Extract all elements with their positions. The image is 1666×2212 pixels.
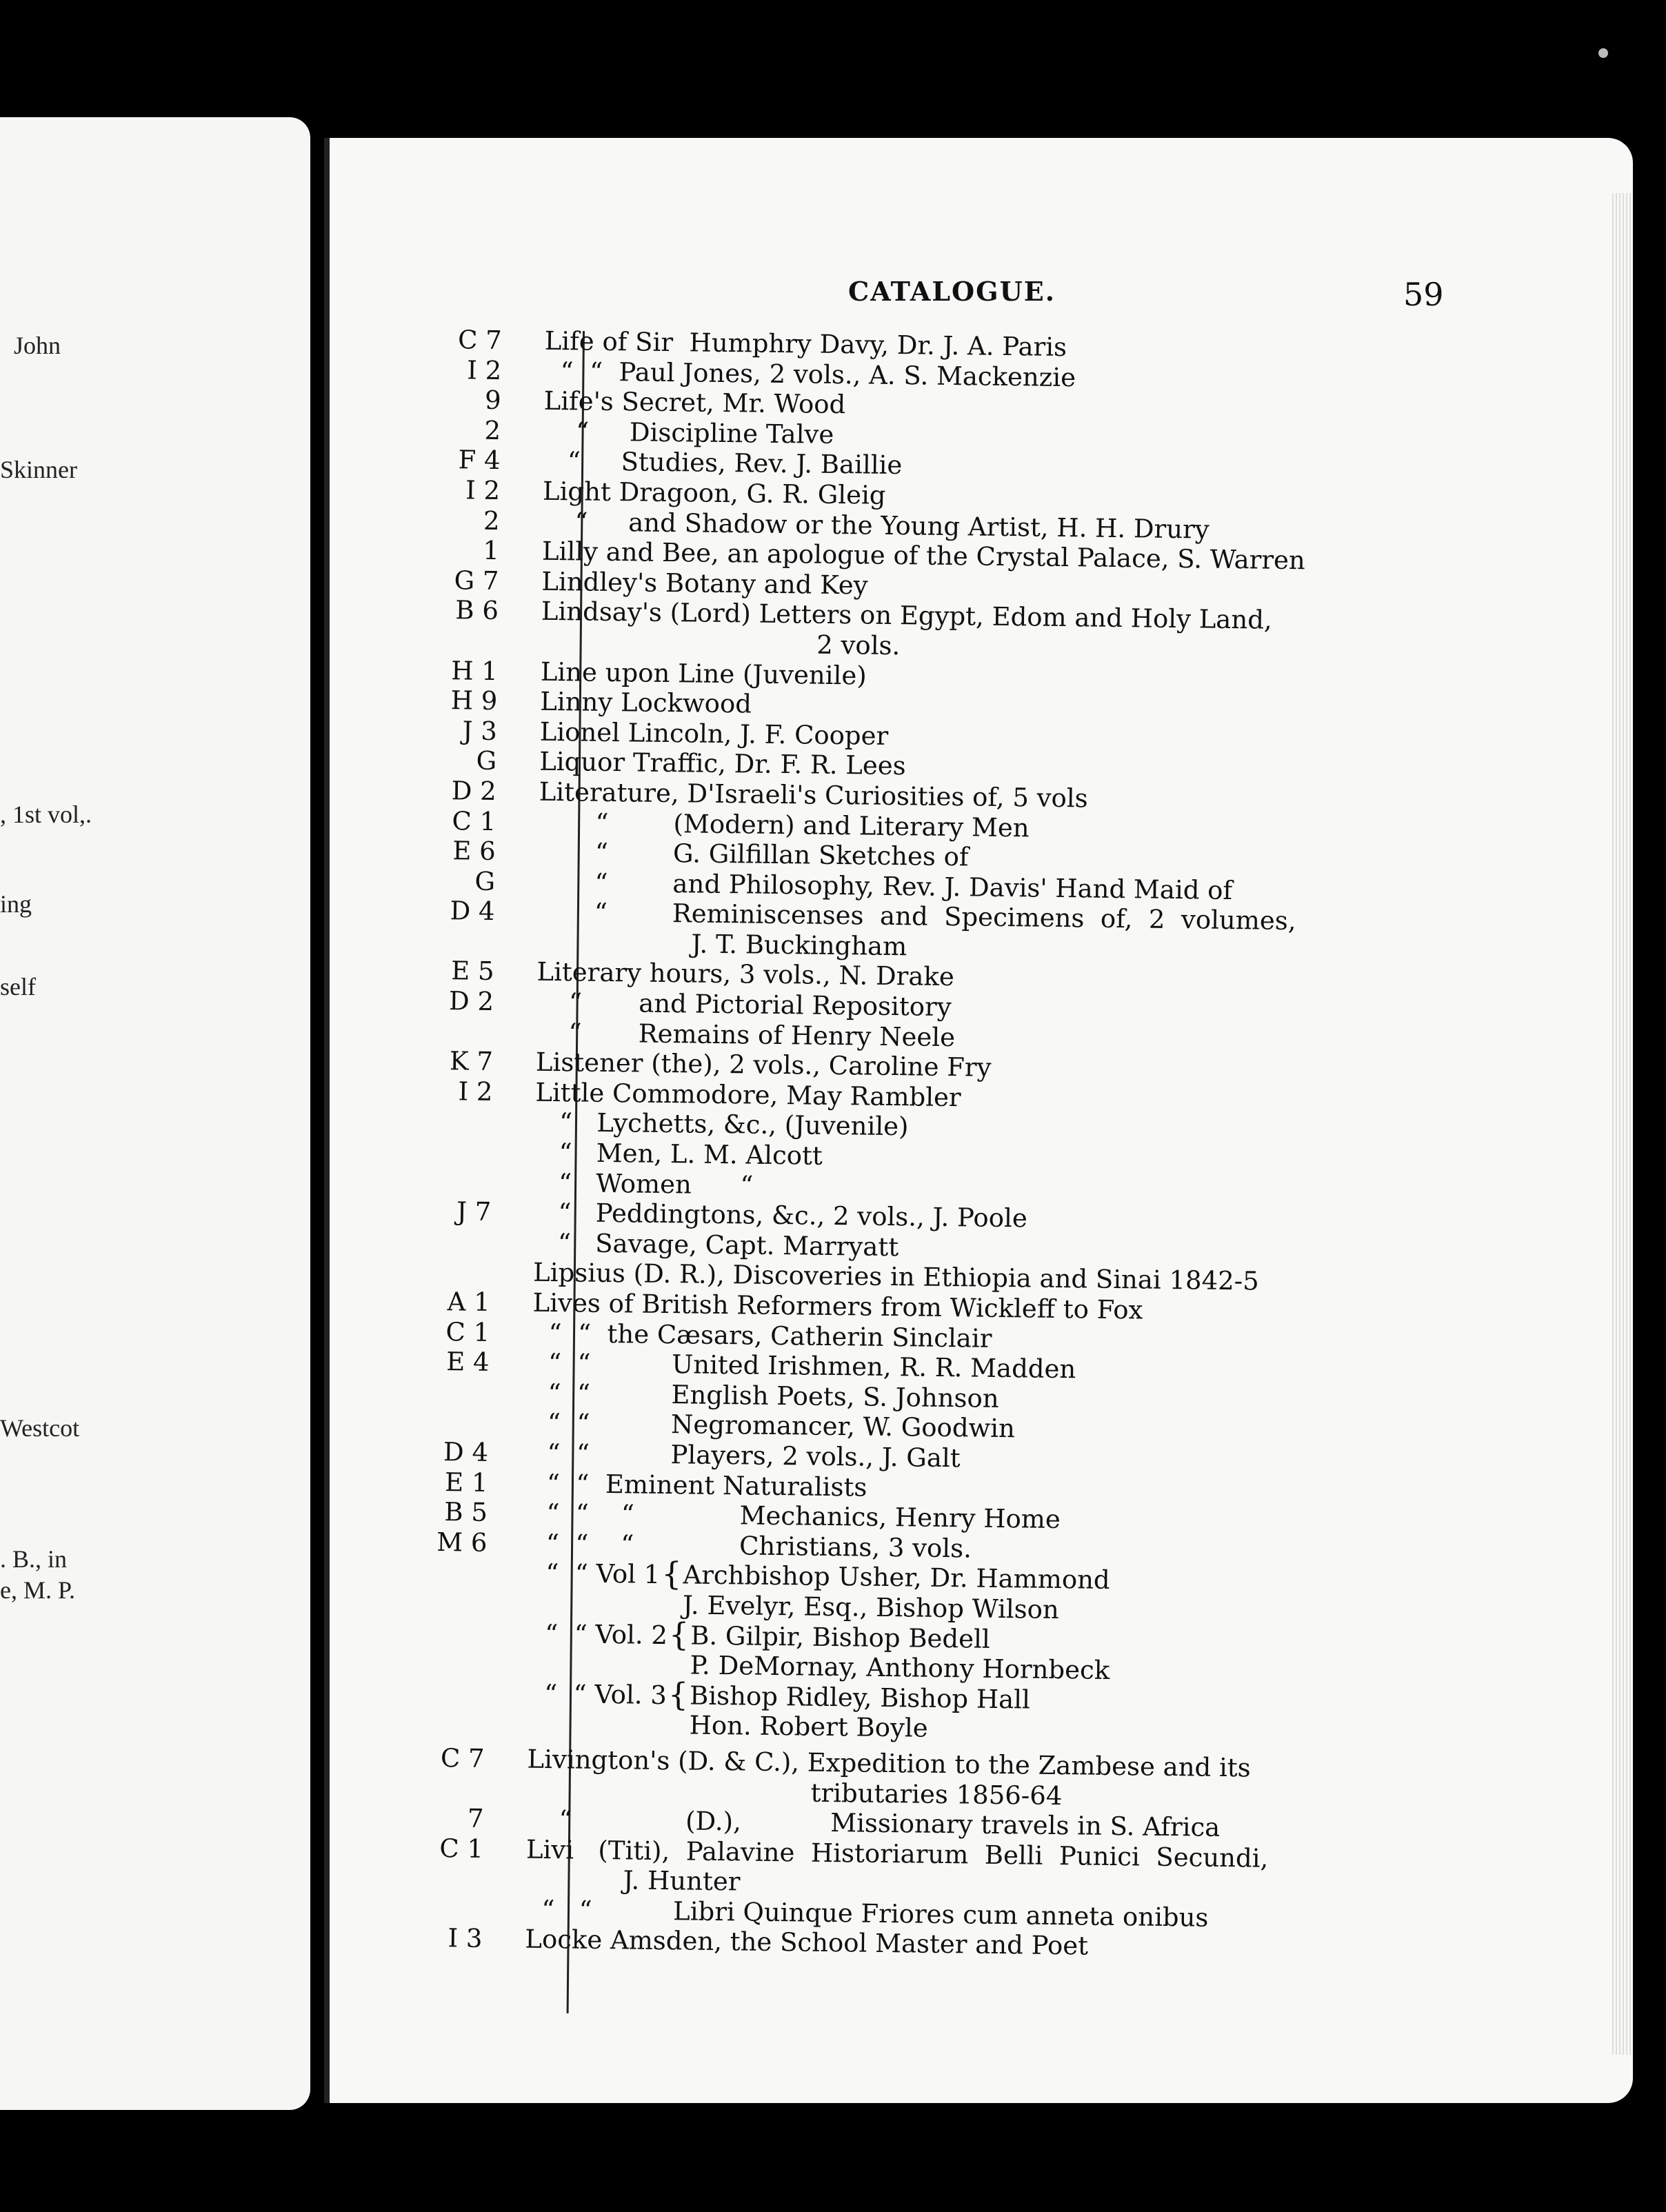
entry-text: “ “ Paul Jones, 2 vols., A. S. Mackenzie xyxy=(543,356,1076,392)
shelf-mark: D 4 xyxy=(450,896,495,927)
volume-line: P. DeMornay, Anthony Hornbeck xyxy=(690,1650,1110,1686)
shelf-mark: K 7 xyxy=(449,1046,494,1077)
entry-text: Listener (the), 2 vols., Caroline Fry xyxy=(535,1047,992,1083)
entry-text: Lilly and Bee, an apologue of the Crystal Palace, S. Warren xyxy=(541,536,1306,576)
left-fragment: Westcot xyxy=(0,1414,80,1442)
entry-text: “ Remains of Henry Neele xyxy=(536,1017,956,1052)
shelf-mark: H 9 xyxy=(450,685,498,716)
entry-text: “ and Pictorial Repository xyxy=(536,987,952,1023)
shelf-mark: 2 xyxy=(483,505,500,536)
shelf-mark: I 3 xyxy=(448,1923,483,1954)
left-fragment: . B., in xyxy=(0,1545,68,1573)
volume-contents xyxy=(683,1560,1110,1626)
entry-text: Literary hours, 3 vols., N. Drake xyxy=(536,957,955,992)
volume-label: “ “ Vol. 2 xyxy=(528,1618,668,1650)
entry-text: “ Studies, Rev. J. Baillie xyxy=(543,446,903,481)
shelf-mark: E 6 xyxy=(452,836,496,867)
shelf-mark: 1 xyxy=(483,535,500,566)
entry-continuation: J. Hunter xyxy=(525,1864,741,1897)
entry-text: Life's Secret, Mr. Wood xyxy=(543,385,846,420)
entry-continuation: tributaries 1856-64 xyxy=(526,1774,1063,1811)
volume-line: Bishop Ridley, Bishop Hall xyxy=(689,1680,1031,1715)
entry-text: “ and Philosophy, Rev. J. Davis' Hand Maid of xyxy=(537,867,1233,905)
shelf-mark: B 6 xyxy=(455,595,499,626)
shelf-mark: H 1 xyxy=(451,655,499,686)
shelf-mark: C 1 xyxy=(439,1833,484,1864)
entry-text: “ “ United Irishmen, R. R. Madden xyxy=(532,1347,1076,1385)
shelf-mark: E 4 xyxy=(446,1347,490,1378)
left-page-edge xyxy=(0,117,310,2110)
shelf-mark: G xyxy=(476,745,497,776)
volume-contents xyxy=(689,1680,1030,1745)
shelf-mark: A 1 xyxy=(447,1287,490,1317)
page-header-title: CATALOGUE. xyxy=(848,276,1056,307)
entry-text: Line upon Line (Juvenile) xyxy=(540,656,867,691)
shelf-mark: B 5 xyxy=(444,1497,488,1528)
entry-text: Literature, D'Israeli's Curiosities of, 5 vols xyxy=(539,776,1088,814)
brace-glyph: { xyxy=(668,1615,690,1653)
entry-title xyxy=(527,1745,1458,1816)
shelf-mark: D 2 xyxy=(451,776,496,806)
left-fragment: e, M. P. xyxy=(0,1576,76,1604)
entry-text: “ Reminiscenses and Specimens of, 2 volumes, xyxy=(537,897,1296,936)
shelf-mark: G xyxy=(474,866,496,896)
volume-label: “ “ Vol. 3 xyxy=(528,1678,668,1710)
brace-glyph: { xyxy=(668,1675,689,1713)
entry-text: “ “ “ Mechanics, Henry Home xyxy=(530,1498,1061,1535)
entry-text: “ “ English Poets, S. Johnson xyxy=(531,1378,999,1414)
shelf-mark: E 1 xyxy=(444,1467,488,1498)
entry-text: “ “ Negromancer, W. Goodwin xyxy=(531,1408,1016,1444)
entry-title xyxy=(525,1834,1457,1906)
entry-text: “ “ Players, 2 vols., J. Galt xyxy=(530,1438,961,1474)
shelf-mark: G 7 xyxy=(454,565,499,596)
volume-label: “ “ Vol 1 xyxy=(529,1558,661,1590)
entry-text: Little Commodore, May Rambler xyxy=(535,1077,961,1113)
entry-title xyxy=(528,1675,1459,1750)
entry-text: Light Dragoon, G. R. Gleig xyxy=(542,476,886,510)
volume-line: J. Evelyr, Esq., Bishop Wilson xyxy=(682,1590,1060,1625)
entry-text: “ “ Eminent Naturalists xyxy=(530,1468,867,1502)
shelf-mark: 2 xyxy=(484,415,501,445)
entry-text: Life of Sir Humphry Davy, Dr. J. A. Paris xyxy=(544,325,1067,363)
volume-line: Hon. Robert Boyle xyxy=(689,1710,928,1744)
shelf-mark: I 2 xyxy=(467,355,502,385)
volume-contents xyxy=(690,1620,1110,1686)
left-fragment: self xyxy=(0,973,36,1001)
entry-text: “ “ “ Christians, 3 vols. xyxy=(530,1528,972,1564)
shelf-mark: M 6 xyxy=(436,1527,488,1558)
entry-text: Linny Lockwood xyxy=(540,686,752,719)
shelf-mark: J 7 xyxy=(456,1196,492,1227)
entry-text: Lipsius (D. R.), Discoveries in Ethiopia and Sinai 1842-5 xyxy=(532,1258,1260,1296)
entry-text: Locke Amsden, the School Master and Poet xyxy=(525,1924,1089,1962)
shelf-mark: C 1 xyxy=(445,1316,490,1347)
entry-continuation: J. T. Buckingham xyxy=(536,927,907,962)
entry-text: “ “ Libri Quinque Friores cum anneta onibus xyxy=(525,1894,1209,1933)
shelf-mark: C 7 xyxy=(457,325,502,356)
entry-text: “ and Shadow or the Young Artist, H. H. Drury xyxy=(542,506,1210,545)
entry-continuation: 2 vols. xyxy=(541,626,901,661)
entry-text: “ G. Gilfillan Sketches of xyxy=(538,836,969,872)
scan-speck xyxy=(1598,48,1608,58)
entry-title xyxy=(537,897,1469,969)
entry-text: Livi (Titi), Palavine Historiarum Belli Punici Secundi, xyxy=(525,1834,1269,1873)
shelf-mark: I 2 xyxy=(458,1076,493,1107)
catalogue-entries xyxy=(365,324,1476,2033)
brace-glyph: { xyxy=(661,1555,682,1593)
shelf-mark: D 2 xyxy=(448,986,494,1017)
left-fragment: , 1st vol,. xyxy=(0,801,92,828)
entry-text: Lindley's Botany and Key xyxy=(541,566,868,601)
page-edge xyxy=(1612,193,1633,2055)
entry-text: “ Lychetts, &c., (Juvenile) xyxy=(534,1107,909,1142)
shelf-mark: J 3 xyxy=(462,716,498,746)
volume-line: B. Gilpir, Bishop Bedell xyxy=(690,1620,990,1654)
entry-text: “ Men, L. M. Alcott xyxy=(534,1137,823,1171)
shelf-mark: I 2 xyxy=(465,475,501,506)
shelf-mark: E 5 xyxy=(450,956,494,987)
left-fragment: John xyxy=(14,332,61,359)
volume-line: Archbishop Usher, Dr. Hammond xyxy=(683,1560,1110,1596)
entry-text: “ Peddingtons, &c., 2 vols., J. Poole xyxy=(534,1197,1028,1234)
shelf-mark: 7 xyxy=(467,1803,484,1833)
page-number: 59 xyxy=(1403,276,1444,313)
entry-text: Lives of British Reformers from Wickleff to Fox xyxy=(532,1287,1143,1325)
entry-text: Livington's (D. & C.), Expedition to the Zambese and its xyxy=(527,1744,1251,1783)
left-fragment: ing xyxy=(0,890,32,918)
shelf-mark: 9 xyxy=(484,385,501,416)
entry-text: “ Discipline Talve xyxy=(543,416,834,450)
entry-text: “ Women “ xyxy=(534,1167,754,1200)
entry-text: “ Savage, Capt. Marryatt xyxy=(533,1227,899,1262)
entry-text: Lionel Lincoln, J. F. Cooper xyxy=(539,716,889,751)
left-fragment: Skinner xyxy=(0,456,77,483)
shelf-mark: D 4 xyxy=(443,1437,489,1467)
shelf-mark: C 7 xyxy=(440,1743,485,1773)
entry-title xyxy=(541,596,1472,668)
entry-text: Liquor Traffic, Dr. F. R. Lees xyxy=(539,747,906,781)
shelf-mark: F 4 xyxy=(458,445,501,476)
shelf-mark: C 1 xyxy=(452,805,496,836)
entry-text: “ (Modern) and Literary Men xyxy=(538,807,1030,843)
entry-text: “ (D.), Missionary travels in S. Africa xyxy=(526,1804,1221,1843)
entry-text: Lindsay's (Lord) Letters on Egypt, Edom and Holy Land, xyxy=(541,596,1272,636)
entry-text: “ “ the Cæsars, Catherin Sinclair xyxy=(532,1318,992,1354)
